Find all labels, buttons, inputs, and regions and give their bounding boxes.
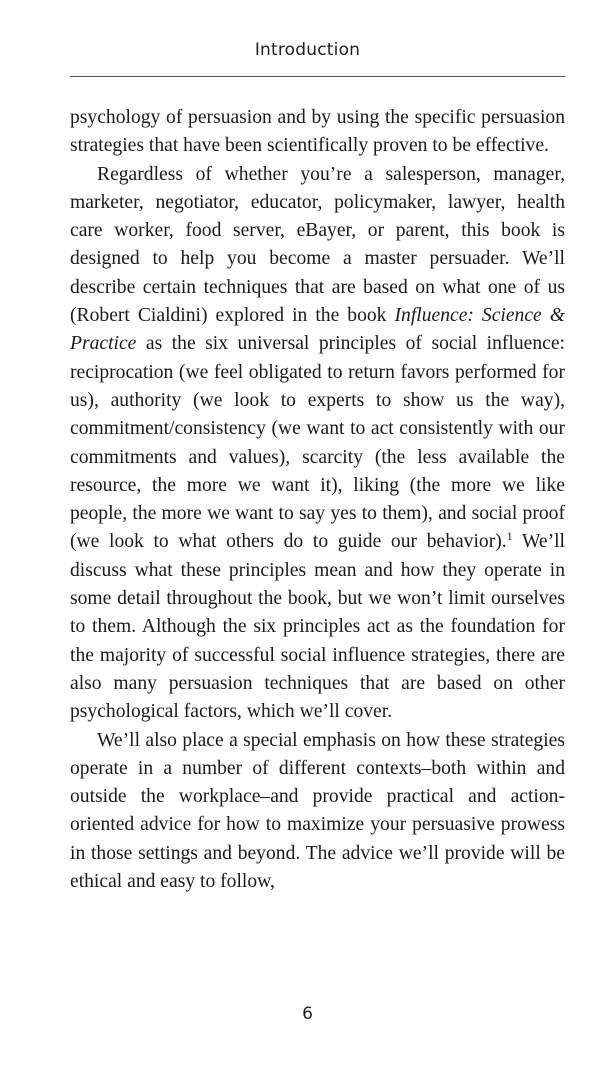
paragraph-2 [70, 161, 565, 727]
paragraph-2-part-b: as the six universal principles of social influence: reciprocation (we feel obligated to return favors performed for us), authority (we look to experts to show us the way), commitment/consistency (we want to act consistently with our commitments and values), scarcity (the less available the resource, the more we want it), liking (the more we like people, the more we want to say yes to them), and social proof (we look to what others do to guide our behavior). [70, 333, 565, 553]
running-head: Introduction [254, 40, 361, 60]
paragraph-2-part-a: Regardless of whether you’re a salesperson, manager, marketer, negotiator, educator, policymaker, lawyer, health care worker, food server, eBayer, or parent, this book is designed to help you become a master persuader. We’ll describe certain techniques that are based on what one of us (Robert Cialdini) explored in the book [70, 163, 565, 327]
paragraph-3: We’ll also place a special emphasis on how these strategies operate in a number of different contexts–both within and outside the workplace–and provide practical and action-oriented advice for how to maximize your persuasive prowess in those settings and beyond. The advice we’ll provide will be ethical and easy to follow, [70, 729, 565, 893]
page-number: 6 [302, 1004, 313, 1024]
footnote-marker: 1 [506, 529, 513, 544]
body-text [70, 104, 565, 896]
header-rule [70, 76, 565, 77]
paragraph-1: psychology of persuasion and by using the specific persuasion strategies that have been scientifically proven to be effective. [70, 107, 565, 157]
book-title-influence: Influence: Science & Practice [70, 305, 566, 355]
paragraph-2-part-c: We’ll discuss what these principles mean and how they operate in some detail throughout the book, but we won’t limit ourselves to them. Although the six principles act as the foundation for the majority of successful social influence strategies, there are also many persuasion techniques that are based on other psychological factors, which we’ll cover. [70, 531, 565, 723]
